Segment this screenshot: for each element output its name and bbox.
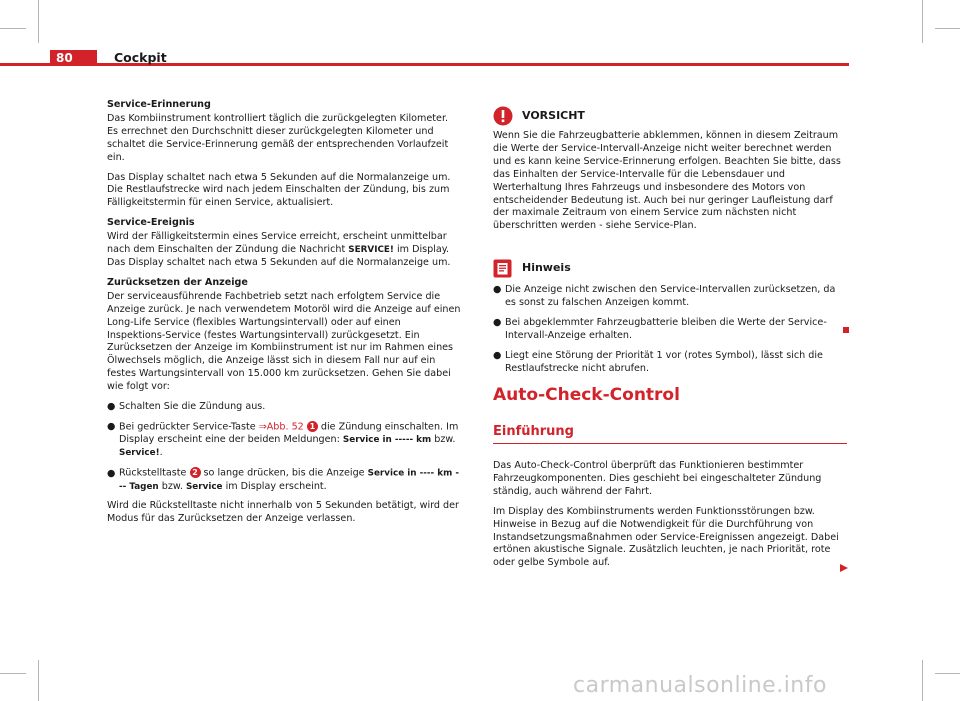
callout-1-icon: 1 [307, 421, 318, 432]
crop-mark [38, 0, 39, 43]
crop-mark [935, 28, 960, 29]
hint-item: ● Die Anzeige nicht zwischen den Service-Intervallen zurücksetzen, da es sonst zu falschen Anzeigen kommt. [493, 284, 836, 308]
figure-link[interactable]: ⇒Abb. 52 [258, 421, 304, 433]
page-number: 80 [50, 50, 97, 66]
watermark: carmanualsonline.info [573, 673, 827, 698]
paragraph: Wird die Rückstelltaste nicht innerhalb von 5 Sekunden betätigt, wird der Modus für das Zurücksetzen der Anzeige verlassen. [107, 500, 459, 525]
hint-heading: Hinweis [493, 259, 848, 278]
crop-mark [922, 660, 923, 701]
crop-mark [922, 0, 923, 43]
header-title: Cockpit [114, 50, 167, 65]
list-item: ● Schalten Sie die Zündung aus. [107, 401, 266, 413]
caution-box [493, 106, 848, 240]
paragraph: Wird der Fälligkeitstermin eines Service erreicht, erscheint unmittelbar nach dem Einschalten der Zündung die Nachricht SERVICE! im Display. Das Display schaltet nach etwa 5 Sekunden auf die Normalanzeige um. [107, 231, 451, 268]
callout-2-icon: 2 [190, 467, 201, 478]
intro-text [493, 460, 848, 577]
section-end-marker [843, 327, 849, 333]
list-item: ● Rückstelltaste 2 so lange drücken, bis die Anzeige Service in ---- km --- Tagen bzw. Service im Display erscheint. [107, 467, 459, 492]
list-item: ● Bei gedrückter Service-Taste ⇒Abb. 52 1 die Zündung einschalten. Im Display erscheint eine der beiden Meldungen: Service in ----- km bzw. Service!. [107, 421, 459, 459]
continue-arrow-icon [840, 564, 848, 572]
caution-text: Wenn Sie die Fahrzeugbatterie abklemmen, können in diesem Zeitraum die Werte der Service-Intervall-Anzeige nicht weiter berechnet werden und es kann keine Service-Erinnerung erfolgen. Beachten Sie bitte, dass das Einhalten der Service-Intervalle für die Lebensdauer und Werterhaltung Ihres Fahrzeugs und insbesondere des Motors von entscheidender Bedeutung ist. Auch bei nur geringer Laufleistung darf der maximale Zeitraum von einem Service zum nächsten nicht überschritten werden - siehe Service-Plan. [493, 130, 841, 232]
bullet-icon: ● [493, 284, 502, 295]
paragraph: Das Kombiinstrument kontrolliert täglich die zurückgelegten Kilometer. Es errechnet den Durchschnitt dieser zurückgelegten Kilometer und schaltet die Service-Erinnerung gemäß der entsprechenden Vorlaufzeit ein. [107, 112, 449, 163]
hint-item: ● Bei abgeklemmter Fahrzeugbatterie bleiben die Werte der Service-Intervall-Anzeige erhalten. [493, 316, 827, 341]
paragraph: Der serviceausführende Fachbetrieb setzt nach erfolgtem Service die Anzeige zurück. Je nach verwendetem Motoröl wird die Anzeige auf einen Long-Life Service (flexibles Wartungsintervall) oder auf einen Inspektions-Service (festes Wartungsintervall) zurückgesetzt. Ein Zurücksetzen der Anzeige im Kombiinstrument ist nur im Rahmen eines Ölwechsels möglich, die Anzeige lässt sich in diesem Fall nur auf ein festes Wartungsintervall von 15.000 km zurücksetzen. Gehen Sie dabei wie folgt vor: [107, 290, 461, 393]
crop-mark [0, 28, 26, 29]
heading-service-ereignis: Service-Ereignis [107, 217, 195, 229]
paragraph: Im Display des Kombiinstruments werden Funktionsstörungen bzw. Hinweise in Bezug auf die Notwendigkeit für die Durchführung von Instandsetzungsmaßnahmen oder Service-Ereignissen angezeigt. Dabei ertönen akustische Signale. Zusätzlich leuchten, je nach Priorität, rote oder gelbe Symbole auf. [493, 505, 839, 569]
paragraph: Das Display schaltet nach etwa 5 Sekunden auf die Normalanzeige um. Die Restlaufstrecke wird nach jedem Einschalten der Zündung, bis zum Fälligkeitstermin für einen Service, aktualisiert. [107, 171, 451, 209]
crop-mark [935, 673, 960, 674]
subsection-rule [493, 443, 847, 444]
caution-heading: VORSICHT [493, 106, 848, 126]
left-column [107, 99, 462, 533]
crop-mark [38, 660, 39, 701]
heading-service-erinnerung: Service-Erinnerung [107, 99, 211, 110]
bullet-icon: ● [107, 421, 116, 433]
bullet-icon: ● [493, 349, 502, 361]
bullet-icon: ● [493, 316, 502, 328]
hint-item: ● Liegt eine Störung der Priorität 1 vor (rotes Symbol), lässt sich die Restlaufstrecke nicht abrufen. [493, 349, 823, 374]
hint-box [493, 259, 848, 382]
paragraph: Das Auto-Check-Control überprüft das Funktionieren bestimmter Fahrzeugkomponenten. Dies geschieht bei eingeschalteter Zündung ständig, auch während der Fahrt. [493, 460, 822, 497]
subsection-title: Einführung [493, 424, 574, 439]
note-icon [493, 259, 512, 278]
display-message: SERVICE! [348, 245, 394, 256]
crop-mark [0, 673, 26, 674]
caution-icon [493, 106, 513, 126]
bullet-icon: ● [107, 467, 116, 479]
section-title: Auto-Check-Control [493, 385, 680, 405]
bullet-icon: ● [107, 401, 116, 413]
heading-zuruecksetzen: Zurücksetzen der Anzeige [107, 276, 248, 288]
